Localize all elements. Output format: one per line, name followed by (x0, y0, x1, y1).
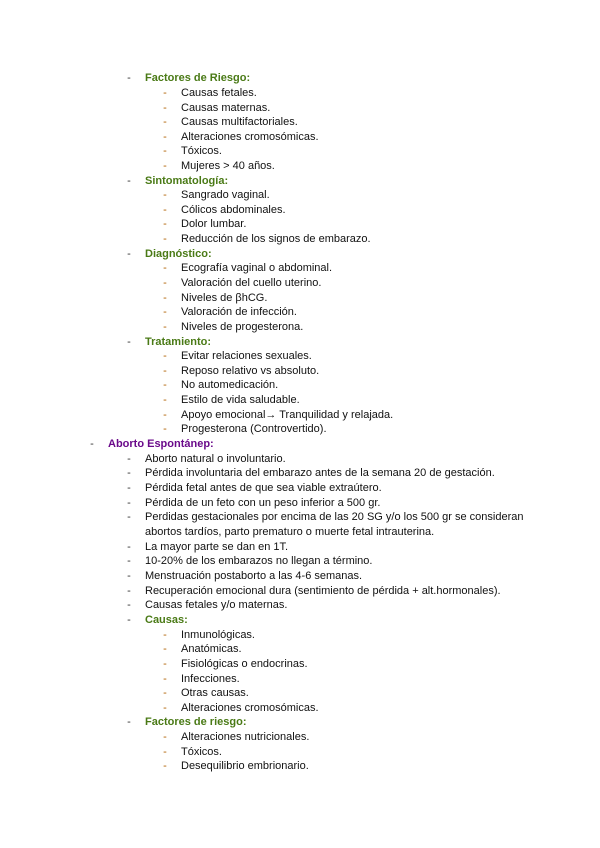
bullet-dash: - (127, 585, 131, 597)
heading-text: Diagnóstico: (145, 248, 212, 260)
heading-text: Causas: (145, 614, 188, 626)
list-item-text: La mayor parte se dan en 1T. (145, 541, 289, 553)
list-item-text: No automedicación. (181, 379, 279, 391)
bullet-dash: - (163, 643, 167, 655)
bullet-dash: - (127, 453, 131, 465)
list-item-text: 10-20% de los embarazos no llegan a término. (145, 555, 373, 567)
bullet-dash: - (163, 131, 167, 143)
bullet-dash: - (163, 116, 167, 128)
list-item-text: Alteraciones cromosómicas. (181, 702, 319, 714)
list-item-text: Recuperación emocional dura (sentimiento de pérdida + alt.hormonales). (145, 585, 501, 597)
list-item-text: Pérdida fetal antes de que sea viable extraútero. (145, 482, 382, 494)
list-item-text: Inmunológicas. (181, 629, 255, 641)
bullet-dash: - (163, 629, 167, 641)
bullet-dash: - (163, 731, 167, 743)
list-item-text: Otras causas. (181, 687, 249, 699)
list-item-text: Infecciones. (181, 673, 240, 685)
heading-text: Tratamiento: (145, 336, 212, 348)
bullet-dash: - (127, 541, 131, 553)
bullet-dash: - (127, 482, 131, 494)
bullet-dash: - (163, 102, 167, 114)
bullet-dash: - (163, 233, 167, 245)
list-item-text: Pérdida de un feto con un peso inferior a 500 gr. (145, 497, 381, 509)
list-item-text: Causas maternas. (181, 102, 271, 114)
list-item-text: Anatómicas. (181, 643, 242, 655)
list-item-text: Ecografía vaginal o abdominal. (181, 262, 333, 274)
bullet-dash: - (163, 262, 167, 274)
bullet-dash: - (163, 365, 167, 377)
bullet-dash: - (163, 87, 167, 99)
bullet-dash: - (163, 394, 167, 406)
list-item-text: Mujeres > 40 años. (181, 160, 275, 172)
bullet-dash: - (127, 467, 131, 479)
bullet-dash: - (163, 321, 167, 333)
bullet-dash: - (127, 497, 131, 509)
bullet-dash: - (127, 570, 131, 582)
bullet-dash: - (90, 438, 94, 450)
list-item-text: Tóxicos. (181, 746, 222, 758)
bullet-dash: - (163, 702, 167, 714)
list-item-text: Desequilibrio embrionario. (181, 760, 309, 772)
list-item-text: Causas fetales. (181, 87, 257, 99)
bullet-dash: - (163, 218, 167, 230)
list-item-text: Sangrado vaginal. (181, 189, 270, 201)
bullet-dash: - (163, 673, 167, 685)
list-item-text: Reposo relativo vs absoluto. (181, 365, 320, 377)
list-item-text: Apoyo emocional→ Tranquilidad y relajada. (181, 409, 394, 421)
bullet-dash: - (163, 292, 167, 304)
list-item-text: Tóxicos. (181, 145, 222, 157)
heading-text: Factores de Riesgo: (145, 72, 251, 84)
list-item-text: Alteraciones cromosómicas. (181, 131, 319, 143)
heading-text: Aborto Espontánep: (108, 438, 214, 450)
list-item-text: Pérdida involuntaria del embarazo antes de la semana 20 de gestación. (145, 467, 495, 479)
bullet-dash: - (163, 145, 167, 157)
list-item-text: abortos tardíos, parto prematuro o muerte fetal intrauterina. (145, 526, 435, 538)
bullet-dash: - (127, 555, 131, 567)
bullet-dash: - (163, 306, 167, 318)
list-item-text: Menstruación postaborto a las 4-6 semanas. (145, 570, 363, 582)
list-item-text: Reducción de los signos de embarazo. (181, 233, 371, 245)
list-item-text: Alteraciones nutricionales. (181, 731, 310, 743)
bullet-dash: - (127, 72, 131, 84)
list-item-text: Fisiológicas o endocrinas. (181, 658, 308, 670)
list-item-text: Causas fetales y/o maternas. (145, 599, 288, 611)
bullet-dash: - (163, 687, 167, 699)
bullet-dash: - (127, 716, 131, 728)
list-item-text: Perdidas gestacionales por encima de las 20 SG y/o los 500 gr se consideran (145, 511, 524, 523)
bullet-dash: - (127, 336, 131, 348)
bullet-dash: - (127, 175, 131, 187)
bullet-dash: - (163, 409, 167, 421)
bullet-dash: - (163, 277, 167, 289)
bullet-dash: - (163, 658, 167, 670)
list-item-text: Progesterona (Controvertido). (181, 423, 327, 435)
list-item-text: Aborto natural o involuntario. (145, 453, 286, 465)
bullet-dash: - (163, 189, 167, 201)
list-item-text: Estilo de vida saludable. (181, 394, 300, 406)
bullet-dash: - (127, 248, 131, 260)
list-item-text: Causas multifactoriales. (181, 116, 298, 128)
bullet-dash: - (163, 350, 167, 362)
bullet-dash: - (163, 160, 167, 172)
bullet-dash: - (163, 423, 167, 435)
bullet-dash: - (163, 379, 167, 391)
bullet-dash: - (163, 746, 167, 758)
bullet-dash: - (127, 599, 131, 611)
list-item-text: Valoración del cuello uterino. (181, 277, 322, 289)
bullet-dash: - (127, 614, 131, 626)
list-item-text: Niveles de progesterona. (181, 321, 304, 333)
list-item-text: Niveles de βhCG. (181, 292, 268, 304)
bullet-dash: - (163, 204, 167, 216)
bullet-dash: - (127, 511, 131, 523)
heading-text: Sintomatología: (145, 175, 229, 187)
list-item-text: Dolor lumbar. (181, 218, 247, 230)
heading-text: Factores de riesgo: (145, 716, 247, 728)
list-item-text: Evitar relaciones sexuales. (181, 350, 312, 362)
bullet-dash: - (163, 760, 167, 772)
list-item-text: Valoración de infección. (181, 306, 297, 318)
list-item-text: Cólicos abdominales. (181, 204, 286, 216)
